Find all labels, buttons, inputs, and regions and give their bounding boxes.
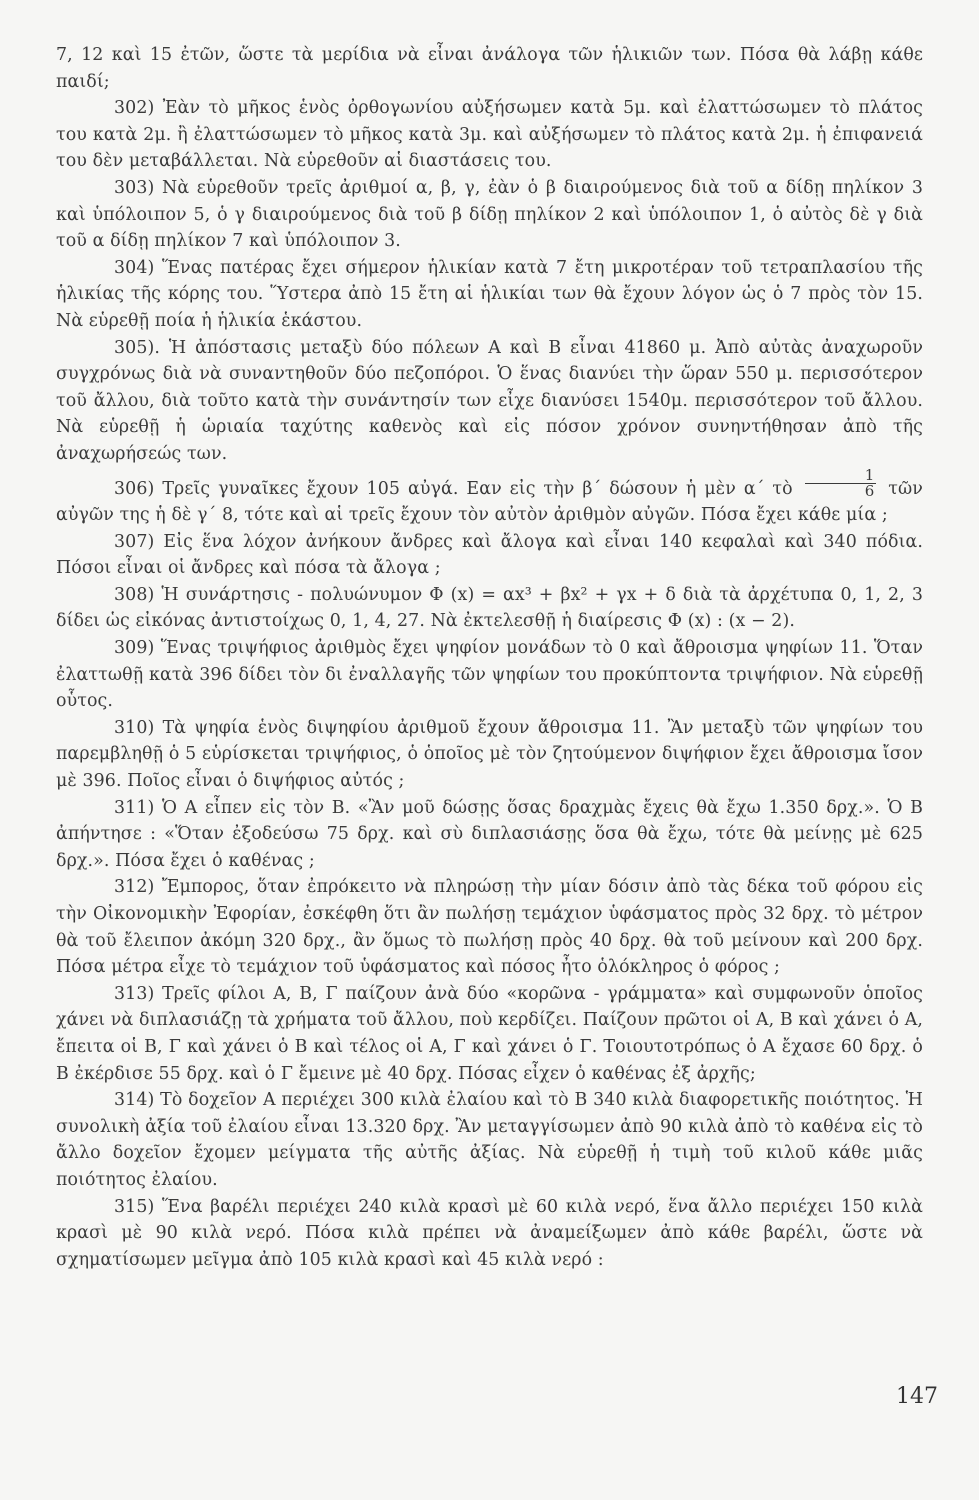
problem-313: 313) Τρεῖς φίλοι Α, Β, Γ παίζουν ἀνὰ δύο «κορῶνα - γράμματα» καὶ συμφωνοῦν ὁποῖος χάνει νὰ διπλασιάζῃ τὰ χρήματα τοῦ ἄλλου, ποὺ κερδίζει. Παίζουν πρῶτοι οἱ Α, Β καὶ χάνει ὁ Α, ἔπειτα οἱ Β, Γ καὶ χάνει ὁ Β καὶ τέλος οἱ Α, Γ καὶ χάνει ὁ Γ. Τοιουτοτρόπως ὁ Α ἔχασε 60 δρχ. ὁ Β ἐκέρδισε 55 δρχ. καὶ ὁ Γ ἔμεινε μὲ 40 δρχ. Πόσας εἶχεν ὁ καθένας ἐξ ἀρχῆς; bbox=[56, 983, 923, 1084]
problem-311: 311) Ὁ Α εἶπεν εἰς τὸν Β. «Ἂν μοῦ δώσῃς ὅσας δραχμὰς ἔχεις θὰ ἔχω 1.350 δρχ.». Ὁ Β ἀπήντησε : «Ὅταν ἐξοδεύσω 75 δρχ. καὶ σὺ διπλασιάσῃς ὅσα θὰ ἔχω, τότε θὰ μείνῃς μὲ 625 δρχ.». Πόσα ἔχει ὁ καθένας ; bbox=[56, 797, 923, 871]
problem-306-text-after: τῶν αὐγῶν της ἡ δὲ γ΄ 8, τότε καὶ αἱ τρεῖς ἔχουν τὸν αὐτὸν ἀριθμὸν αὐγῶν. Πόσα ἔχει κάθε μία ; bbox=[56, 478, 923, 526]
problem-303: 303) Νὰ εὑρεθοῦν τρεῖς ἀριθμοί α, β, γ, ἐὰν ὁ β διαιρούμενος διὰ τοῦ α δίδῃ πηλίκον 3 καὶ ὑπόλοιπον 5, ὁ γ διαιρούμενος διὰ τοῦ β δίδῃ πηλίκον 2 καὶ ὑπόλοιπον 1, ὁ αὐτὸς δὲ γ διὰ τοῦ α δίδῃ πηλίκον 7 καὶ ὑπόλοιπον 3. bbox=[56, 177, 923, 252]
problem-302: 302) Ἐὰν τὸ μῆκος ἑνὸς ὀρθογωνίου αὐξήσωμεν κατὰ 5μ. καὶ ἐλαττώσωμεν τὸ πλάτος του κατὰ 2μ. ἢ ἐλαττώσωμεν τὸ μῆκος κατὰ 3μ. καὶ αὐξήσωμεν τὸ πλάτος κατὰ 2μ. ἡ ἐπιφανειά του δὲν μεταβάλλεται. Νὰ εὑρεθοῦν αἱ διαστάσεις του. bbox=[56, 98, 923, 172]
problem-text bbox=[56, 42, 923, 1273]
problem-310: 310) Τὰ ψηφία ἑνὸς διψηφίου ἀριθμοῦ ἔχουν ἄθροισμα 11. Ἂν μεταξὺ τῶν ψηφίων του παρεμβληθῇ ὁ 5 εὑρίσκεται τριψήφιος, ὁ ὁποῖος μὲ τὸν ζητούμενον διψήφιον ἔχει ἄθροισμα ἴσον μὲ 396. Ποῖος εἶναι ὁ διψήφιος αὐτός ; bbox=[56, 717, 923, 792]
problem-307: 307) Εἰς ἕνα λόχον ἀνήκουν ἄνδρες καὶ ἄλογα καὶ εἶναι 140 κεφαλαὶ καὶ 340 πόδια. Πόσοι εἶναι οἱ ἄνδρες καὶ πόσα τὰ ἄλογα ; bbox=[56, 531, 923, 579]
problem-305: 305). Ἡ ἀπόστασις μεταξὺ δύο πόλεων Α καὶ Β εἶναι 41860 μ. Ἀπὸ αὐτὰς ἀναχωροῦν συγχρόνως διὰ νὰ συναντηθοῦν δύο πεζοπόροι. Ὁ ἕνας διανύει τὴν ὥραν 550 μ. περισσότερον τοῦ ἄλλου, διὰ τοῦτο κατὰ τὴν συνάντησίν των εἶχε διανύσει 1540μ. περισσότερον τοῦ ἄλλου. Νὰ εὑρεθῇ ἡ ὡριαία ταχύτης καθενὸς καὶ εἰς πόσον χρόνον συνηντήθησαν ἀπὸ τῆς ἀναχωρήσεώς των. bbox=[56, 337, 923, 464]
problem-315: 315) Ἕνα βαρέλι περιέχει 240 κιλὰ κρασὶ μὲ 60 κιλὰ νερό, ἕνα ἄλλο περιέχει 150 κιλὰ κρασὶ μὲ 90 κιλὰ νερό. Πόσα κιλὰ πρέπει νὰ ἀναμείξωμεν ἀπὸ κάθε βαρέλι, ὥστε νὰ σχηματίσωμεν μεῖγμα ἀπὸ 105 κιλὰ κρασὶ καὶ 45 κιλὰ νερό : bbox=[56, 1196, 923, 1270]
problem-309: 309) Ἕνας τριψήφιος ἀριθμὸς ἔχει ψηφίον μονάδων τὸ 0 καὶ ἄθροισμα ψηφίων 11. Ὅταν ἐλαττωθῇ κατὰ 396 δίδει τὸν δι ἐναλλαγῆς τῶν ψηφίων του προκύπτοντα τριψήφιον. Νὰ εὑρεθῇ οὗτος. bbox=[56, 638, 923, 712]
problem-314: 314) Τὸ δοχεῖον Α περιέχει 300 κιλὰ ἐλαίου καὶ τὸ Β 340 κιλὰ διαφορετικῆς ποιότητος. Ἡ συνολικὴ ἀξία τοῦ ἐλαίου εἶναι 13.320 δρχ. Ἂν μεταγγίσωμεν ἀπὸ 90 κιλὰ ἀπὸ τὸ καθένα εἰς τὸ ἄλλο δοχεῖον ἔχομεν μείγματα τῆς αὐτῆς ἀξίας. Νὰ εὑρεθῇ ἡ τιμὴ τοῦ κιλοῦ κάθε μιᾶς ποιότητος ἐλαίου. bbox=[56, 1090, 923, 1190]
problem-306 bbox=[56, 465, 923, 529]
fraction-denominator: 6 bbox=[864, 481, 875, 500]
problem-306-text-before: 306) Τρεῖς γυναῖκες ἔχουν 105 αὐγά. Εαν εἰς τὴν β΄ δώσουν ἡ μὲν α΄ τὸ bbox=[114, 478, 793, 499]
problem-308: 308) Ἡ συνάρτησις - πολυώνυμον Φ (x) = αx³ + βx² + γx + δ διὰ τὰ ἀρχέτυπα 0, 1, 2, 3 δίδει ὡς εἰκόνας ἀντιστοίχως 0, 1, 4, 27. Νὰ ἐκτελεσθῇ ἡ διαίρεσις Φ (x) : (x − 2). bbox=[56, 584, 923, 632]
fraction-one-sixth bbox=[805, 465, 877, 500]
problem-312: 312) Ἔμπορος, ὅταν ἐπρόκειτο νὰ πληρώσῃ τὴν μίαν δόσιν ἀπὸ τὰς δέκα τοῦ φόρου εἰς τὴν Οἰκονομικὴν Ἐφορίαν, ἐσκέφθη ὅτι ἂν πωλήσῃ τεμάχιον ὑφάσματος πρὸς 32 δρχ. τὸ μέτρον θὰ τοῦ ἔλειπον ἀκόμη 320 δρχ., ἂν ὅμως τὸ πωλήσῃ πρὸς 40 δρχ. θὰ τοῦ μείνουν καὶ 200 δρχ. Πόσα μέτρα εἶχε τὸ τεμάχιον τοῦ ὑφάσματος καὶ πόσος ἦτο ὁλόκληρος ὁ φόρος ; bbox=[56, 877, 923, 978]
fraction-numerator: 1 bbox=[805, 468, 877, 484]
page-number: 147 bbox=[896, 1384, 938, 1409]
paragraph-continuation: 7, 12 καὶ 15 ἐτῶν, ὥστε τὰ μερίδια νὰ εἶναι ἀνάλογα τῶν ἡλικιῶν των. Πόσα θὰ λάβῃ κάθε παιδί; bbox=[56, 45, 923, 92]
problem-304: 304) Ἕνας πατέρας ἔχει σήμερον ἡλικίαν κατὰ 7 ἔτη μικροτέραν τοῦ τετραπλασίου τῆς ἡλικίας τῆς κόρης του. Ὕστερα ἀπὸ 15 ἔτη αἱ ἡλικίαι των θὰ ἔχουν λόγον ὡς ὁ 7 πρὸς τὸν 15. Νὰ εὑρεθῇ ποία ἡ ἡλικία ἑκάστου. bbox=[56, 257, 923, 331]
